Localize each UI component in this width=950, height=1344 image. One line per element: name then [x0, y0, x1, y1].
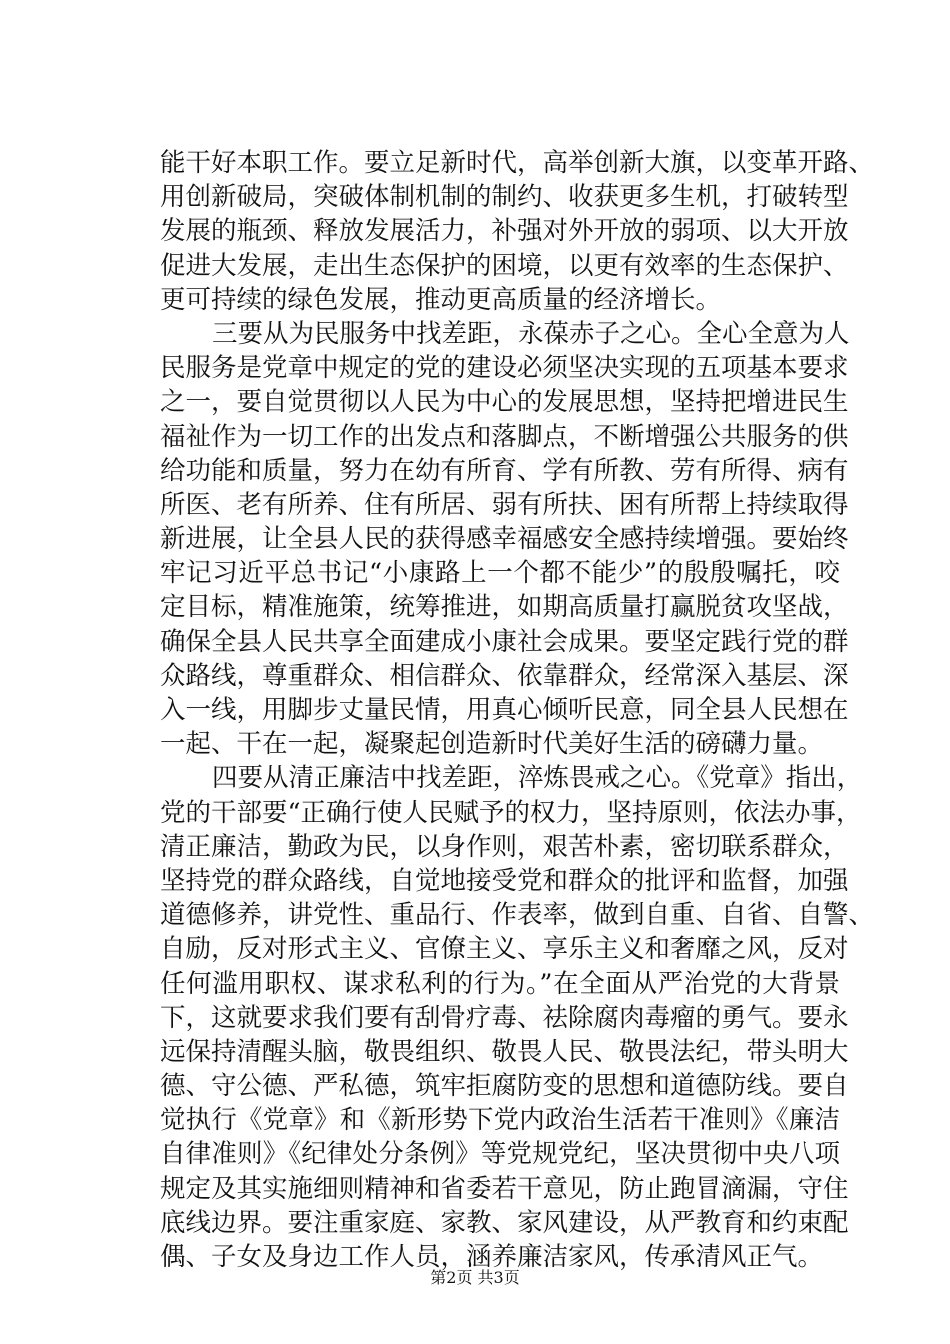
text-line: 确保全县人民共享全面建成小康社会成果。要坚定践行党的群 — [160, 626, 849, 657]
text-line: 任何滥用职权、谋求私利的行为。”在全面从严治党的大背景 — [160, 968, 840, 999]
text-line: 德、守公德、严私德，筑牢拒腐防变的思想和道德防线。要自 — [160, 1071, 849, 1102]
text-line: 远保持清醒头脑，敬畏组织、敬畏人民、敬畏法纪，带头明大 — [160, 1036, 849, 1067]
text-line: 新进展，让全县人民的获得感幸福感安全感持续增强。要始终 — [160, 524, 849, 555]
paragraph-four — [160, 761, 875, 1274]
text-line: 福祉作为一切工作的出发点和落脚点，不断增强公共服务的供 — [160, 421, 849, 452]
text-line: 下，这就要求我们要有刮骨疗毒、祛除腐肉毒瘤的勇气。要永 — [160, 1002, 849, 1033]
text-line: 给功能和质量，努力在幼有所育、学有所教、劳有所得、病有 — [160, 455, 849, 486]
paragraph-continuation — [160, 146, 875, 317]
page-number-footer: 第2页 共3页 — [430, 1268, 520, 1287]
text-line: 之一，要自觉贯彻以人民为中心的发展思想，坚持把增进民生 — [160, 387, 849, 418]
text-line: 自励，反对形式主义、官僚主义、享乐主义和奢靡之风，反对 — [160, 934, 849, 965]
text-line: 觉执行《党章》和《新形势下党内政治生活若干准则》《廉洁 — [160, 1105, 840, 1136]
text-line: 更可持续的绿色发展，推动更高质量的经济增长。 — [160, 284, 722, 315]
document-body — [160, 146, 875, 1274]
text-line: 入一线，用脚步丈量民情，用真心倾听民意，同全县人民想在 — [160, 695, 849, 725]
text-line: 三要从为民服务中找差距，永葆赤子之心。全心全意为人 — [212, 318, 850, 349]
text-line: 促进大发展，走出生态保护的困境，以更有效率的生态保护、 — [160, 250, 849, 281]
text-line: 底线边界。要注重家庭、家教、家风建设，从严教育和约束配 — [160, 1207, 849, 1238]
text-line: 党的干部要“正确行使人民赋予的权力，坚持原则，依法办事， — [160, 797, 862, 828]
text-line: 道德修养，讲党性、重品行、作表率，做到自重、自省、自警、 — [160, 900, 875, 931]
text-line: 用创新破局，突破体制机制的制约、收获更多生机，打破转型 — [160, 182, 849, 213]
text-line: 四要从清正廉洁中找差距，淬炼畏戒之心。《党章》指出， — [212, 763, 863, 794]
text-line: 规定及其实施细则精神和省委若干意见，防止跑冒滴漏，守住 — [160, 1173, 849, 1204]
text-line: 偶、子女及身边工作人员，涵养廉洁家风，传承清风正气。 — [160, 1242, 824, 1272]
paragraph-three — [160, 317, 850, 761]
text-line: 一起、干在一起，凝聚起创造新时代美好生活的磅礴力量。 — [160, 729, 824, 760]
text-line: 能干好本职工作。要立足新时代，高举创新大旗，以变革开路、 — [160, 148, 875, 178]
text-line: 民服务是党章中规定的党的建设必须坚决实现的五项基本要求 — [160, 353, 849, 384]
text-line: 自律准则》《纪律处分条例》等党规党纪，坚决贯彻中央八项 — [160, 1139, 840, 1170]
text-line: 坚持党的群众路线，自觉地接受党和群众的批评和监督，加强 — [160, 865, 849, 896]
text-line: 牢记习近平总书记“小康路上一个都不能少”的殷殷嘱托，咬 — [160, 558, 840, 589]
text-line: 发展的瓶颈、释放发展活力，补强对外开放的弱项、以大开放 — [160, 216, 849, 247]
text-line: 定目标，精准施策，统筹推进，如期高质量打赢脱贫攻坚战， — [160, 592, 849, 623]
text-line: 清正廉洁，勤政为民，以身作则，艰苦朴素，密切联系群众， — [160, 831, 849, 862]
text-line: 众路线，尊重群众、相信群众、依靠群众，经常深入基层、深 — [160, 660, 849, 691]
text-line: 所医、老有所养、住有所居、弱有所扶、困有所帮上持续取得 — [160, 489, 849, 520]
